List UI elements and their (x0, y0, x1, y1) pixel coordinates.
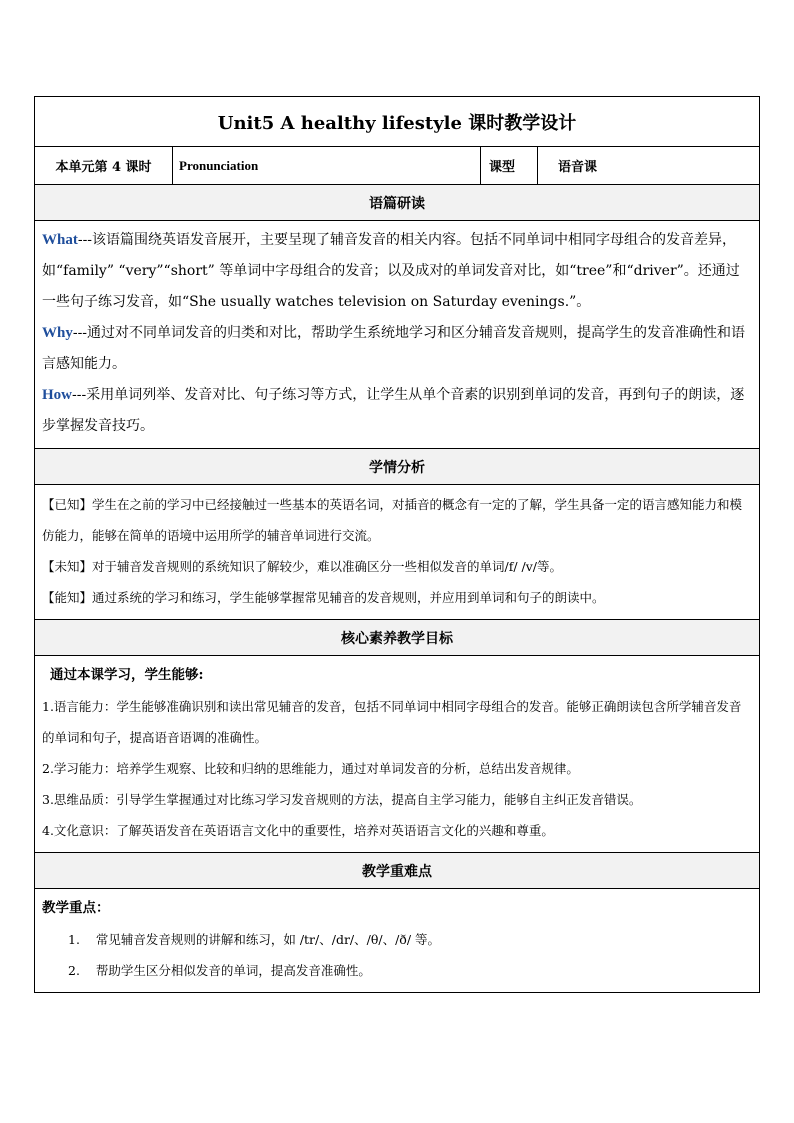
section-heading-key-points: 教学重难点 (35, 853, 759, 889)
lesson-number: 本单元第 4 课时 (35, 147, 173, 184)
why-paragraph (42, 318, 752, 380)
key-point-item (42, 955, 752, 986)
key-point-number: 1. (68, 932, 80, 947)
meta-row (35, 147, 759, 185)
why-key: Why (42, 325, 73, 341)
lesson-plan-table (34, 96, 760, 993)
section-heading-text-analysis: 语篇研读 (35, 185, 759, 221)
key-points-body (35, 889, 759, 992)
why-text: ---通过对不同单词发音的归类和对比，帮助学生系统地学习和区分辅音发音规则，提高学生的发音准确性和语言感知能力。 (42, 325, 746, 372)
objectives-intro: 通过本课学习，学生能够: (50, 667, 204, 683)
how-paragraph (42, 380, 752, 442)
type-value: 语音课 (558, 160, 598, 175)
able-paragraph: 【能知】通过系统的学习和练习，学生能够掌握常见辅音的发音规则，并应用到单词和句子的朗读中。 (42, 590, 605, 605)
key-point-text: 帮助学生区分相似发音的单词，提高发音准确性。 (95, 963, 371, 978)
what-key: What (42, 232, 78, 248)
learner-analysis-body (35, 485, 759, 620)
key-point-text: 常见辅音发音规则的讲解和练习，如 /tr/、/dr/、/θ/、/ð/ 等。 (95, 932, 441, 947)
how-key: How (42, 387, 72, 403)
what-paragraph (42, 225, 752, 318)
objective-item: 2.学习能力：培养学生观察、比较和归纳的思维能力，通过对单词发音的分析，总结出发音规律。 (42, 761, 579, 776)
type-label: 课型 (481, 147, 538, 184)
key-point-item (42, 924, 752, 955)
objectives-body (35, 656, 759, 853)
unknown-paragraph: 【未知】对于辅音发音规则的系统知识了解较少，难以准确区分一些相似发音的单词/f/ /v/等。 (42, 559, 563, 574)
what-text: ---该语篇围绕英语发音展开，主要呈现了辅音发音的相关内容。包括不同单词中相同字母组合的发音差异，如“family” “very”“short” 等单词中字母组合的发音；以及成对的单词发音对比，如“tree”和“driver”。还通过一些句子练习发音，如“She usually watches television on Saturday evenings.”。 (42, 232, 740, 310)
known-paragraph: 【已知】学生在之前的学习中已经接触过一些基本的英语名词，对插音的概念有一定的了解，学生具备一定的语言感知能力和模仿能力，能够在简单的语境中运用所学的辅音单词进行交流。 (42, 497, 743, 543)
objective-item: 1.语言能力：学生能够准确识别和读出常见辅音的发音，包括不同单词中相同字母组合的发音。能够正确朗读包含所学辅音发音的单词和句子，提高语音语调的准确性。 (42, 699, 742, 745)
text-analysis-body (35, 221, 759, 449)
key-points-label: 教学重点： (42, 900, 110, 916)
section-heading-objectives: 核心素养教学目标 (35, 620, 759, 656)
how-text: ---采用单词列举、发音对比、句子练习等方式，让学生从单个音素的识别到单词的发音，再到句子的朗读，逐步掌握发音技巧。 (42, 387, 745, 434)
lesson-topic: Pronunciation (173, 147, 481, 184)
objective-item: 3.思维品质：引导学生掌握通过对比练习学习发音规则的方法，提高自主学习能力，能够自主纠正发音错误。 (42, 792, 642, 807)
document-title: Unit5 A healthy lifestyle 课时教学设计 (35, 97, 759, 147)
section-heading-learner-analysis: 学情分析 (35, 449, 759, 485)
key-point-number: 2. (68, 963, 80, 978)
objective-item: 4.文化意识：了解英语发音在英语语言文化中的重要性，培养对英语语言文化的兴趣和尊重。 (42, 823, 554, 838)
